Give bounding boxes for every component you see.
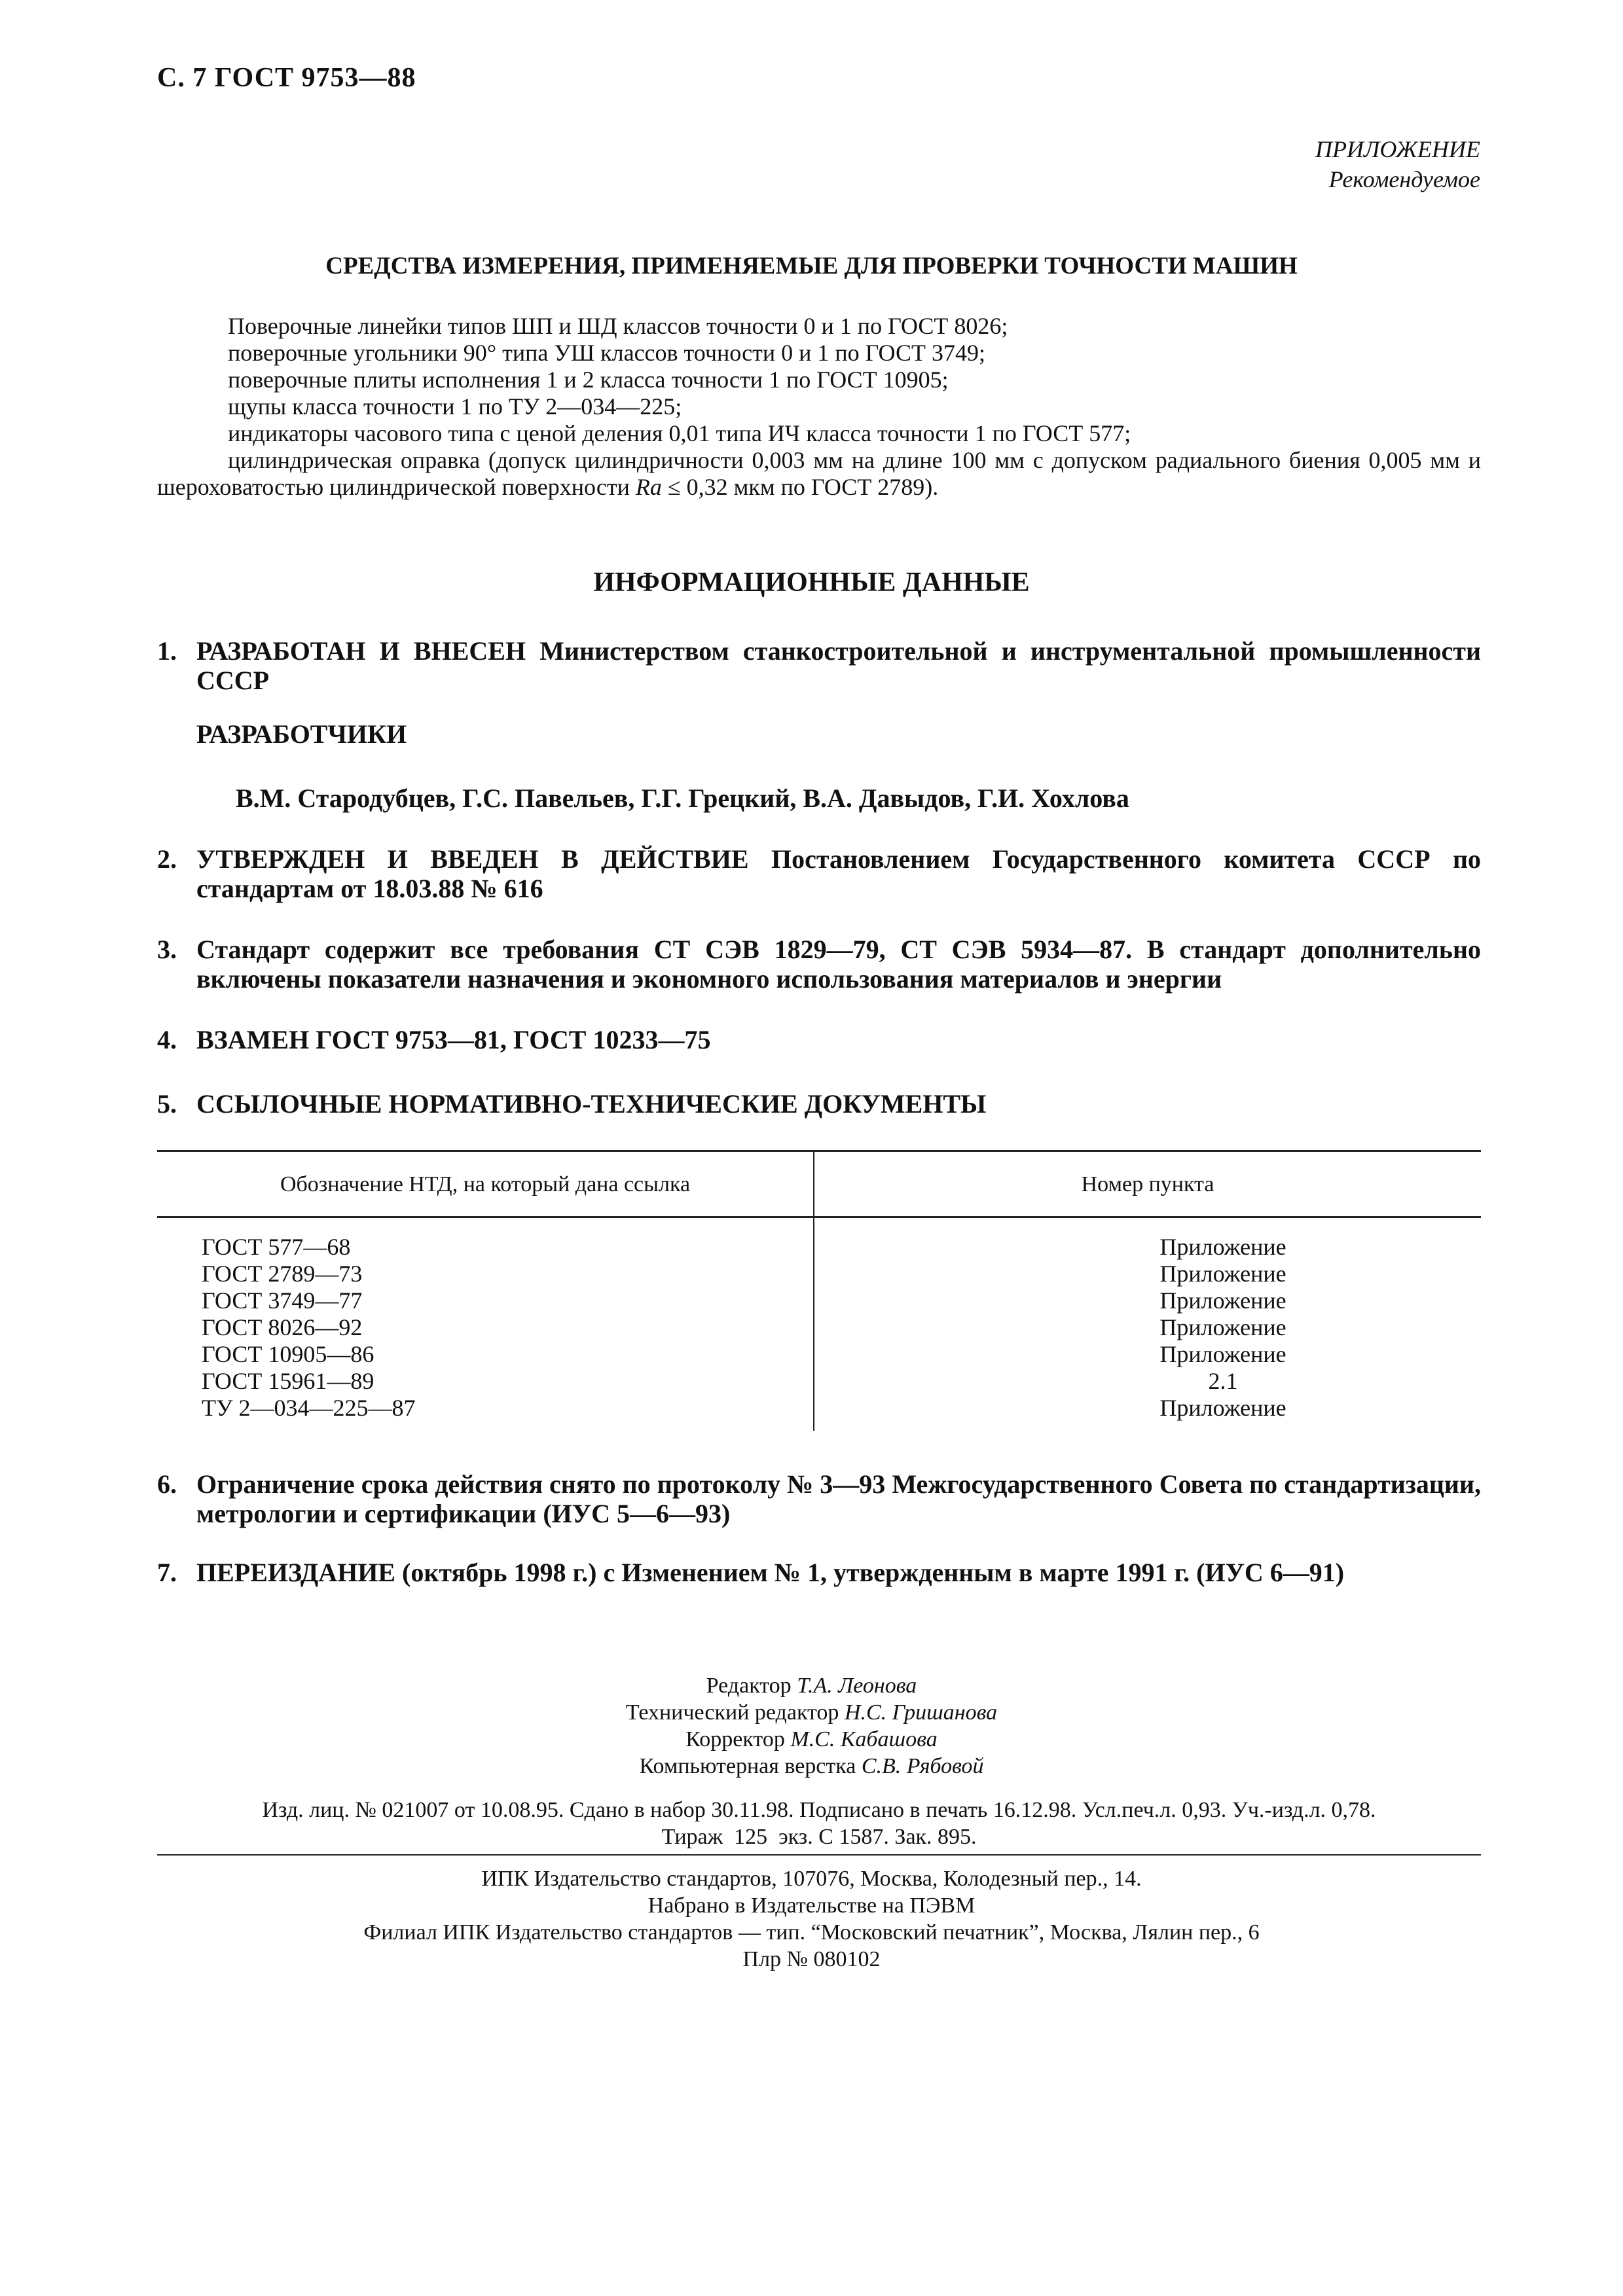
- item-text: УТВЕРЖДЕН И ВВЕДЕН В ДЕЙСТВИЕ Постановлением Государственного комитета СССР по стандартам от 18.03.88 № 616: [196, 844, 1481, 903]
- document-ref: ГОСТ 15961—89: [202, 1368, 374, 1394]
- item-text: РАЗРАБОТАН И ВНЕСЕН Министерством станкостроительной и инструментальной промышленности СССР: [196, 636, 1481, 695]
- document-ref: ГОСТ 2789—73: [202, 1261, 363, 1287]
- table-header-row: [157, 1151, 1481, 1217]
- clause-ref: Приложение: [1159, 1395, 1286, 1421]
- instruments-title: СРЕДСТВА ИЗМЕРЕНИЯ, ПРИМЕНЯЕМЫЕ ДЛЯ ПРОВЕРКИ ТОЧНОСТИ МАШИН: [325, 253, 1298, 279]
- developers-label: РАЗРАБОТЧИКИ: [196, 719, 407, 749]
- divider-line: [157, 1854, 1481, 1856]
- item-text: ССЫЛОЧНЫЕ НОРМАТИВНО-ТЕХНИЧЕСКИЕ ДОКУМЕНТЫ: [196, 1089, 987, 1119]
- publisher-line: Плр № 080102: [742, 1947, 881, 1971]
- item-text: ПЕРЕИЗДАНИЕ (октябрь 1998 г.) с Изменением № 1, утвержденным в марте 1991 г. (ИУС 6—91): [196, 1558, 1345, 1587]
- item-text: Ограничение срока действия снято по протоколу № 3—93 Межгосударственного Совета по стандартизации, метрологии и сертификации (ИУС 5—6—93): [196, 1469, 1481, 1528]
- credit-name: Т.А. Леонова: [797, 1674, 917, 1698]
- instrument-line: индикаторы часового типа с ценой деления 0,01 типа ИЧ класса точности 1 по ГОСТ 577;: [228, 420, 1131, 446]
- instrument-last-text: цилиндрическая оправка (допуск цилиндричности 0,003 мм на длине 100 мм с допуском радиального биения 0,005 мм и шероховатостью цилиндрической поверхности: [157, 447, 1481, 500]
- appendix-label-block: [1315, 134, 1480, 194]
- publisher-line: Филиал ИПК Издательство стандартов — тип. “Московский печатник”, Москва, Лялин пер., 6: [363, 1920, 1260, 1945]
- references-table: [157, 1150, 1481, 1431]
- item-text: Стандарт содержит все требования СТ СЭВ 1829—79, СТ СЭВ 5934—87. В стандарт дополнительно включены показатели назначения и экономного использования материалов и энергии: [196, 935, 1481, 994]
- item-number: 4.: [157, 1025, 177, 1054]
- credit-role: Технический редактор: [625, 1700, 839, 1725]
- document-ref: ГОСТ 10905—86: [202, 1341, 374, 1367]
- imprint-line: Изд. лиц. № 021007 от 10.08.95. Сдано в набор 30.11.98. Подписано в печать 16.12.98. Усл.печ.л. 0,93. Уч.-изд.л. 0,78.: [262, 1798, 1376, 1822]
- publisher-line: ИПК Издательство стандартов, 107076, Москва, Колодезный пер., 14.: [481, 1867, 1142, 1891]
- roughness-symbol: Ra: [635, 474, 662, 500]
- developers-names: В.М. Стародубцев, Г.С. Павельев, Г.Г. Грецкий, В.А. Давыдов, Г.И. Хохлова: [236, 783, 1129, 813]
- column-header-document: Обозначение НТД, на который дана ссылка: [157, 1151, 814, 1217]
- credits-block: [0, 1672, 1623, 1780]
- info-item-6: [157, 1469, 1481, 1528]
- imprint-line: Тираж 125 экз. С 1587. Зак. 895.: [661, 1825, 977, 1849]
- info-item-7: [157, 1558, 1481, 1587]
- imprint-block: [157, 1797, 1481, 1850]
- document-ref: ГОСТ 577—68: [202, 1234, 351, 1260]
- table-body-row: [157, 1217, 1481, 1431]
- page-header: С. 7 ГОСТ 9753—88: [157, 63, 416, 93]
- item-number: 7.: [157, 1558, 177, 1587]
- instrument-line: поверочные плиты исполнения 1 и 2 класса точности 1 по ГОСТ 10905;: [228, 367, 949, 393]
- clause-ref: Приложение: [1159, 1341, 1286, 1367]
- instrument-last-tail: ≤ 0,32 мкм по ГОСТ 2789).: [661, 474, 939, 500]
- item-text: ВЗАМЕН ГОСТ 9753—81, ГОСТ 10233—75: [196, 1025, 711, 1054]
- info-item-4: [157, 1025, 1481, 1054]
- credit-role: Корректор: [685, 1727, 785, 1751]
- credit-role: Редактор: [706, 1674, 792, 1698]
- document-ref: ТУ 2—034—225—87: [202, 1395, 416, 1421]
- clause-ref: Приложение: [1159, 1287, 1286, 1314]
- clause-ref: Приложение: [1159, 1261, 1286, 1287]
- documents-cell: [157, 1217, 814, 1431]
- instrument-line: щупы класса точности 1 по ТУ 2—034—225;: [228, 393, 682, 420]
- credit-name: С.В. Рябовой: [861, 1754, 984, 1778]
- clause-ref: Приложение: [1159, 1234, 1286, 1260]
- appendix-note: Рекомендуемое: [1328, 166, 1480, 192]
- instrument-line: Поверочные линейки типов ШП и ШД классов точности 0 и 1 по ГОСТ 8026;: [228, 313, 1008, 339]
- clause-ref: Приложение: [1159, 1314, 1286, 1340]
- column-header-clause: Номер пункта: [814, 1151, 1481, 1217]
- instrument-line-last: [157, 447, 1481, 501]
- credit-role: Компьютерная верстка: [639, 1754, 856, 1778]
- instrument-line: поверочные угольники 90° типа УШ классов точности 0 и 1 по ГОСТ 3749;: [228, 340, 985, 366]
- appendix-label: ПРИЛОЖЕНИЕ: [1315, 136, 1480, 162]
- info-item-2: [157, 844, 1481, 903]
- info-item-3: [157, 935, 1481, 994]
- info-item-5: [157, 1089, 1481, 1119]
- credit-name: М.С. Кабашова: [790, 1727, 938, 1751]
- document-ref: ГОСТ 8026—92: [202, 1314, 363, 1340]
- clause-ref: 2.1: [1208, 1368, 1238, 1394]
- item-number: 2.: [157, 844, 177, 874]
- publisher-block: [0, 1865, 1623, 1973]
- item-number: 5.: [157, 1089, 177, 1119]
- item-number: 1.: [157, 636, 177, 666]
- instruments-list: [157, 313, 1481, 501]
- credit-line: [0, 1672, 1623, 1699]
- item-number: 3.: [157, 935, 177, 964]
- credit-name: Н.С. Гришанова: [844, 1700, 998, 1725]
- clauses-cell: [814, 1217, 1481, 1431]
- publisher-line: Набрано в Издательстве на ПЭВМ: [647, 1893, 976, 1918]
- info-title: ИНФОРМАЦИОННЫЕ ДАННЫЕ: [593, 567, 1030, 598]
- document-ref: ГОСТ 3749—77: [202, 1287, 363, 1314]
- credit-line: [0, 1699, 1623, 1726]
- info-item-1: [157, 636, 1481, 695]
- credit-line: [0, 1726, 1623, 1753]
- item-number: 6.: [157, 1469, 177, 1499]
- credit-line: [0, 1753, 1623, 1780]
